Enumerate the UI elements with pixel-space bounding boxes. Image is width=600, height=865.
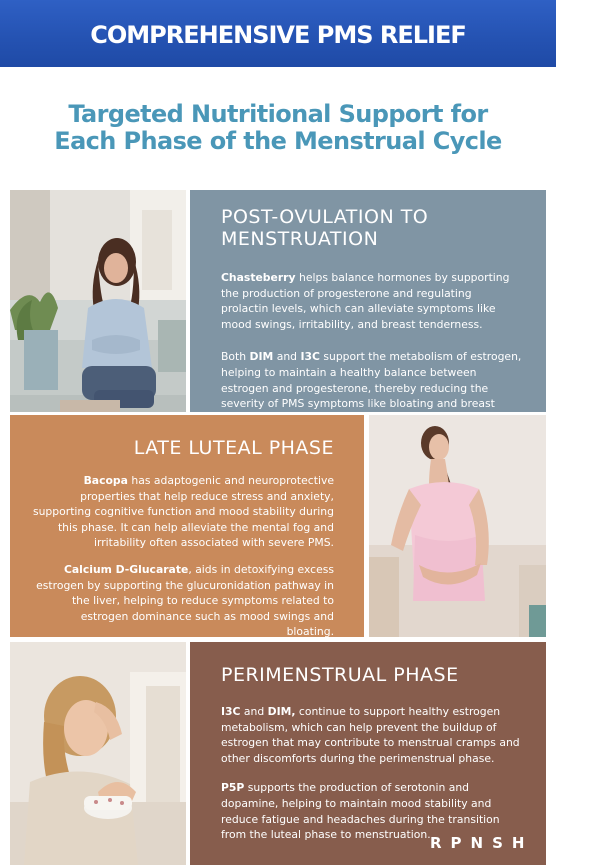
banner-title: COMPREHENSIVE PMS RELIEF — [90, 21, 466, 49]
panel-post-ovulation — [190, 190, 546, 412]
i3c-dim-text: continue to support healthy estrogen metabolism, which can help prevent the buildup of estrogen that may contribute to menstrual cramps and other discomforts during the perimenstrual phase. — [221, 705, 520, 765]
section-heading-late-luteal: LATE LUTEAL PHASE — [133, 437, 334, 459]
term-dim: DIM, — [267, 705, 296, 718]
subtitle-line-1: Targeted Nutritional Support for — [68, 100, 488, 128]
term-i3c: I3C — [221, 705, 241, 718]
term-dim: DIM — [249, 350, 274, 364]
dim-i3c-text: support the metabolism of estrogen, helping to maintain a healthy balance between estrogen and progesterone, thereby reducing the severity of PMS symptoms like bloating and breast — [221, 350, 522, 411]
paragraph-bacopa — [32, 473, 334, 551]
text-connector: and — [240, 705, 268, 718]
panel-perimenstrual — [190, 642, 546, 865]
section-heading-post-ovulation: POST-OVULATION TO MENSTRUATION — [221, 206, 429, 250]
term-calcium-d-glucarate: Calcium D-Glucarate — [63, 562, 189, 576]
paragraph-i3c-dim — [221, 704, 528, 766]
chasteberry-text: helps balance hormones by supporting the production of progesterone and regulating prolactin levels, which can alleviate symptoms like mood swings, irritability, and breast tenderness. — [221, 271, 510, 331]
term-bacopa: Bacopa — [83, 474, 128, 487]
photo-woman-on-couch — [10, 190, 186, 412]
term-p5p: P5P — [221, 781, 245, 795]
photo-woman-in-pain — [369, 415, 546, 637]
woman-on-couch-image — [10, 190, 186, 412]
calcium-text: , aids in detoxifying excess estrogen by supporting the glucuronidation pathway in the liver, helping to reduce symptoms related to estrogen dominance such as mood swings and bloating. — [36, 562, 334, 639]
term-chasteberry: Chasteberry — [221, 271, 296, 284]
paragraph-calcium-d-glucarate — [32, 562, 334, 640]
section-heading-perimenstrual: PERIMENSTRUAL PHASE — [221, 664, 459, 686]
brand-logo: RPNSH — [430, 834, 534, 852]
term-i3c: I3C — [300, 350, 320, 364]
bacopa-text: has adaptogenic and neuroprotective properties that help reduce stress and anxiety, supporting cognitive function and mood stability during this phase. It can help alleviate the mental fog and irritability often associated with severe PMS. — [32, 474, 334, 550]
page-subtitle — [40, 101, 516, 155]
text-prefix: Both — [221, 350, 250, 364]
woman-with-headache-image — [10, 642, 186, 865]
title-banner — [0, 0, 556, 67]
subtitle-line-2: Each Phase of the Menstrual Cycle — [54, 127, 502, 155]
p5p-text: supports the production of serotonin and dopamine, helping to maintain mood stability and reduce fatigue and headaches during the transition from the luteal phase to menstruation. — [221, 781, 500, 842]
woman-in-pain-image — [369, 415, 546, 637]
photo-woman-with-headache — [10, 642, 186, 865]
text-connector: and — [273, 350, 301, 364]
panel-late-luteal — [10, 415, 364, 637]
paragraph-chasteberry — [221, 270, 522, 332]
